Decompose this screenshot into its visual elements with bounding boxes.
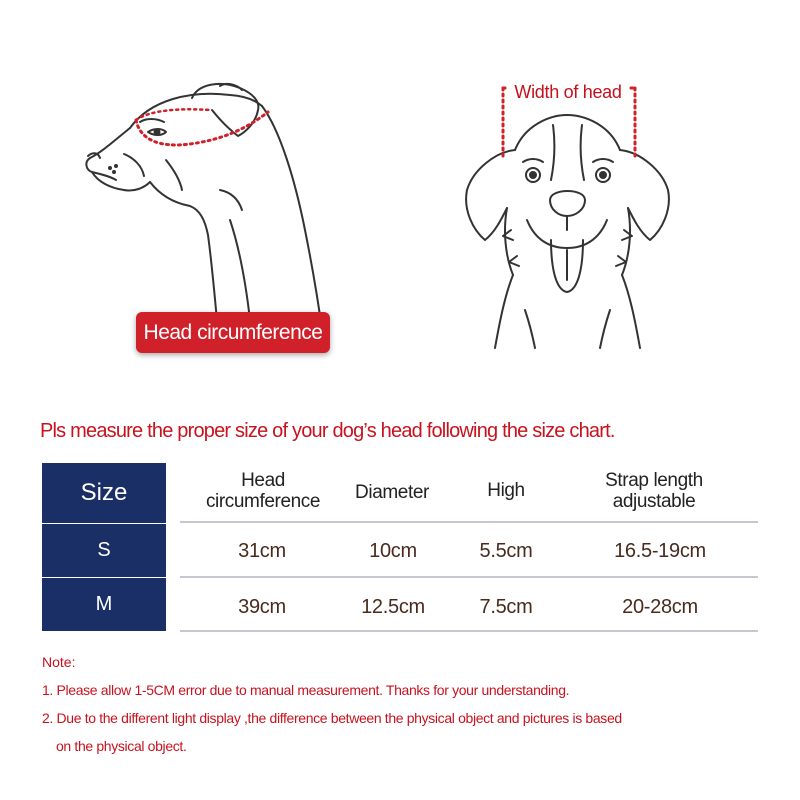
table-divider bbox=[180, 521, 758, 523]
table-cell: 20-28cm bbox=[622, 596, 698, 618]
col-head-circumference: Head circumference bbox=[205, 470, 321, 512]
note-title: Note: bbox=[42, 654, 76, 670]
table-cell: 5.5cm bbox=[479, 540, 533, 562]
dog-side-illustration bbox=[70, 70, 370, 340]
table-divider bbox=[180, 630, 758, 632]
table-cell: 39cm bbox=[238, 596, 286, 618]
size-m-cell: M bbox=[42, 578, 166, 631]
dog-front-illustration bbox=[455, 80, 680, 350]
table-cell: 31cm bbox=[238, 540, 286, 562]
table-cell: 12.5cm bbox=[361, 596, 425, 618]
instruction-text: Pls measure the proper size of your dog’s head following the size chart. bbox=[40, 420, 615, 442]
table-cell: 10cm bbox=[369, 540, 417, 562]
size-s-cell: S bbox=[42, 524, 166, 577]
note-line-2: 2. Due to the different light display ,the difference between the physical object and pictures is based bbox=[42, 710, 622, 726]
width-of-head-label: Width of head bbox=[514, 82, 622, 102]
table-divider bbox=[180, 576, 758, 578]
size-header: Size bbox=[42, 463, 166, 523]
note-line-1: 1. Please allow 1-5CM error due to manual measurement. Thanks for your understanding. bbox=[42, 682, 570, 698]
head-circumference-badge: Head circumference bbox=[136, 312, 330, 353]
col-high: High bbox=[487, 480, 525, 501]
col-diameter: Diameter bbox=[355, 482, 429, 503]
note-line-3: on the physical object. bbox=[56, 738, 187, 754]
table-cell: 7.5cm bbox=[479, 596, 533, 618]
table-cell: 16.5-19cm bbox=[614, 540, 706, 562]
col-strap-length: Strap length adjustable bbox=[605, 470, 703, 512]
